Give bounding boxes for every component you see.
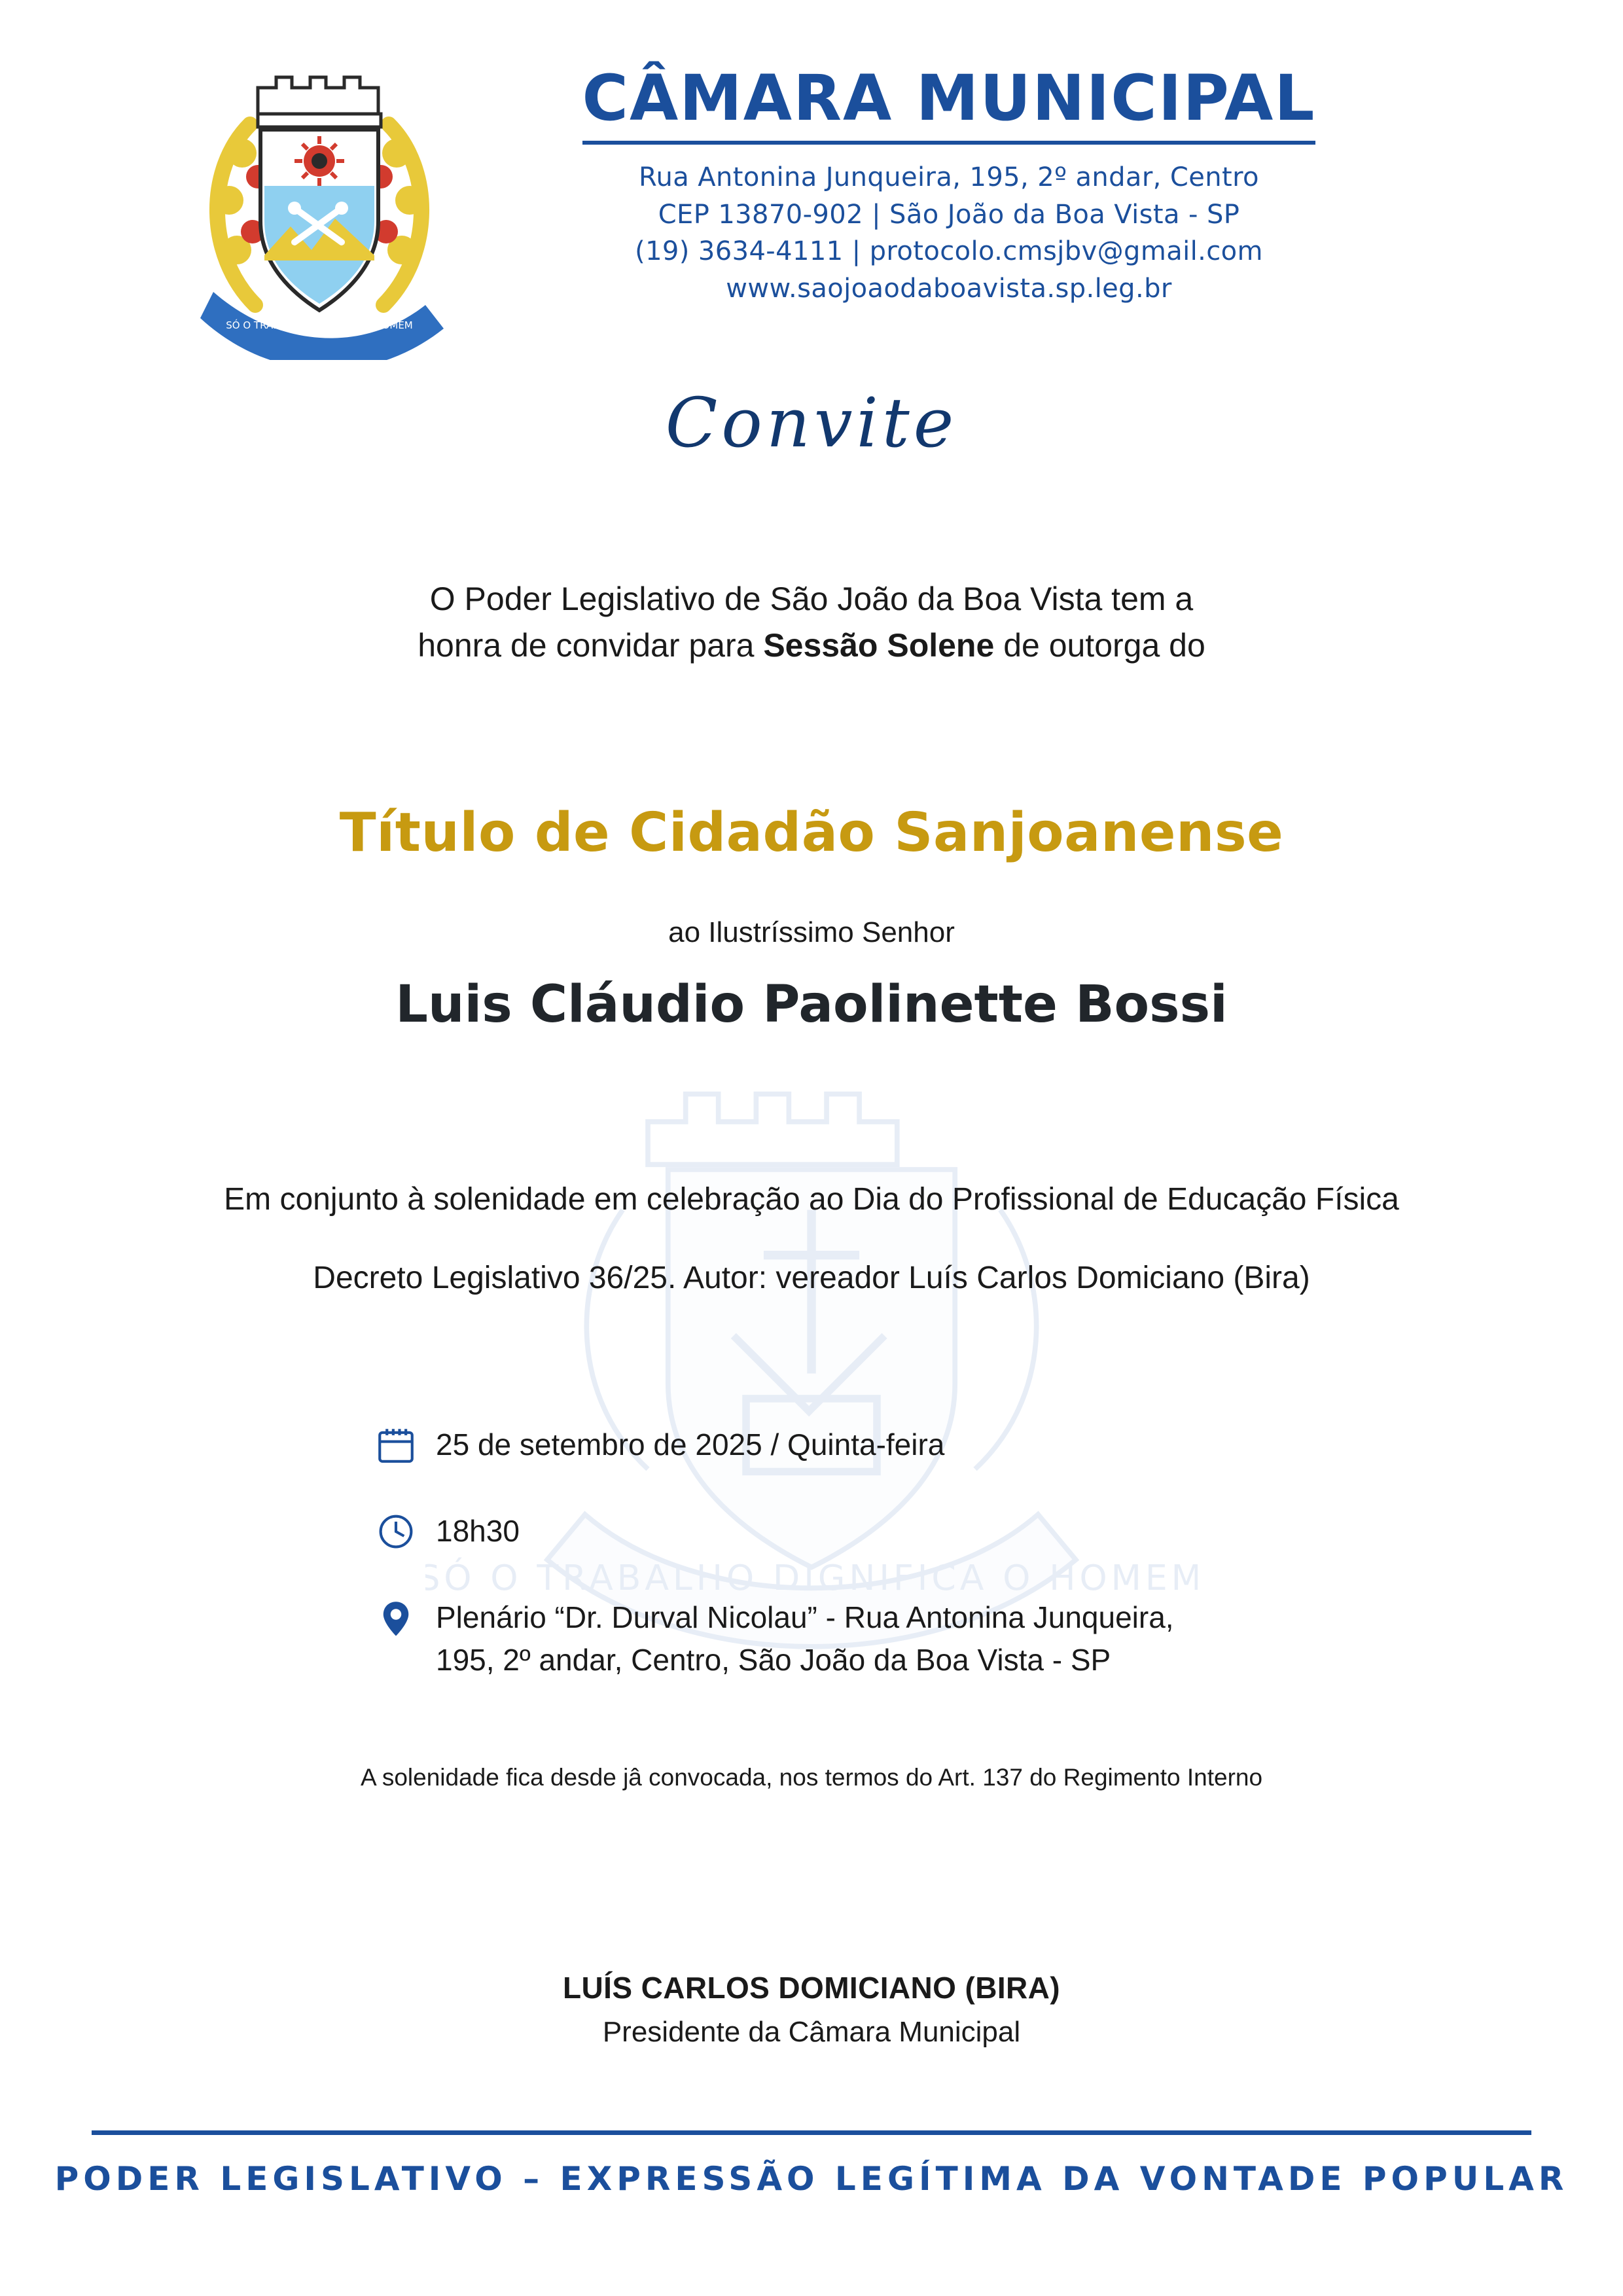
- address-line-4: www.saojoaodaboavista.sp.leg.br: [726, 274, 1172, 304]
- calendar-icon: [366, 1417, 425, 1473]
- intro-line-2-pre: honra de convidar para: [418, 627, 764, 664]
- footer-divider: [92, 2130, 1531, 2135]
- location-pin-icon: [366, 1590, 425, 1646]
- honoree-name: Luis Cláudio Paolinette Bossi: [395, 975, 1228, 1034]
- invitation-intro: [0, 576, 1623, 669]
- organization-title: CÂMARA MUNICIPAL: [582, 65, 1316, 145]
- detail-text-date: 25 de setembro de 2025 / Quinta-feira: [436, 1427, 945, 1462]
- award-title: Título de Cidadão Sanjoanense: [339, 802, 1284, 864]
- crest-motto-text: SÓ O TRABALHO DIGNIFICA O HOMEM: [226, 319, 413, 331]
- detail-row-date: [366, 1417, 1414, 1473]
- intro-line-2-strong: Sessão Solene: [763, 627, 995, 664]
- intro-line-2-post: de outorga do: [994, 627, 1205, 664]
- signature-name: LUÍS CARLOS DOMICIANO (BIRA): [563, 1971, 1060, 2005]
- crest-motto-watermark: SÓ O TRABALHO DIGNIFICA O HOMEM: [425, 1557, 1198, 1599]
- event-details: [366, 1417, 1414, 1712]
- clock-icon: [366, 1503, 425, 1560]
- footer-slogan: PODER LEGISLATIVO – EXPRESSÃO LEGÍTIMA DA VONTADE POPULAR: [54, 2160, 1569, 2198]
- address-line-3: (19) 3634-4111 | protocolo.cmsjbv@gmail.com: [635, 236, 1263, 267]
- document-header: [0, 62, 1623, 380]
- detail-location-line-2: 195, 2º andar, Centro, São João da Boa Vista - SP: [436, 1643, 1111, 1677]
- signature-role: Presidente da Câmara Municipal: [602, 2016, 1021, 2048]
- coat-of-arms-icon: [182, 72, 457, 360]
- detail-text-time: 18h30: [436, 1514, 520, 1548]
- convite-script-text: Convite: [665, 383, 958, 463]
- contact-address-block: [458, 159, 1440, 308]
- address-line-1: Rua Antonina Junqueira, 195, 2º andar, Centro: [639, 162, 1259, 192]
- convocation-note: A solenidade fica desde jâ convocada, nos termos do Art. 137 do Regimento Interno: [360, 1764, 1263, 1791]
- intro-line-1: O Poder Legislativo de São João da Boa Vista tem a: [429, 581, 1194, 617]
- signature-block: [0, 1970, 1623, 2049]
- secondary-line-2: Decreto Legislativo 36/25. Autor: vereador Luís Carlos Domiciano (Bira): [313, 1261, 1310, 1295]
- detail-row-time: [366, 1503, 1414, 1560]
- intro-line-2: [0, 622, 1623, 669]
- detail-text-location: [425, 1590, 1174, 1682]
- detail-row-location: [366, 1590, 1414, 1682]
- secondary-line-1: Em conjunto à solenidade em celebração ao Dia do Profissional de Educação Física: [224, 1182, 1399, 1217]
- convite-heading: [0, 383, 1623, 463]
- address-line-2: CEP 13870-902 | São João da Boa Vista - SP: [658, 199, 1240, 230]
- honoree-prefix: ao Ilustríssimo Senhor: [668, 916, 955, 948]
- detail-location-line-1: Plenário “Dr. Durval Nicolau” - Rua Antonina Junqueira,: [436, 1600, 1174, 1634]
